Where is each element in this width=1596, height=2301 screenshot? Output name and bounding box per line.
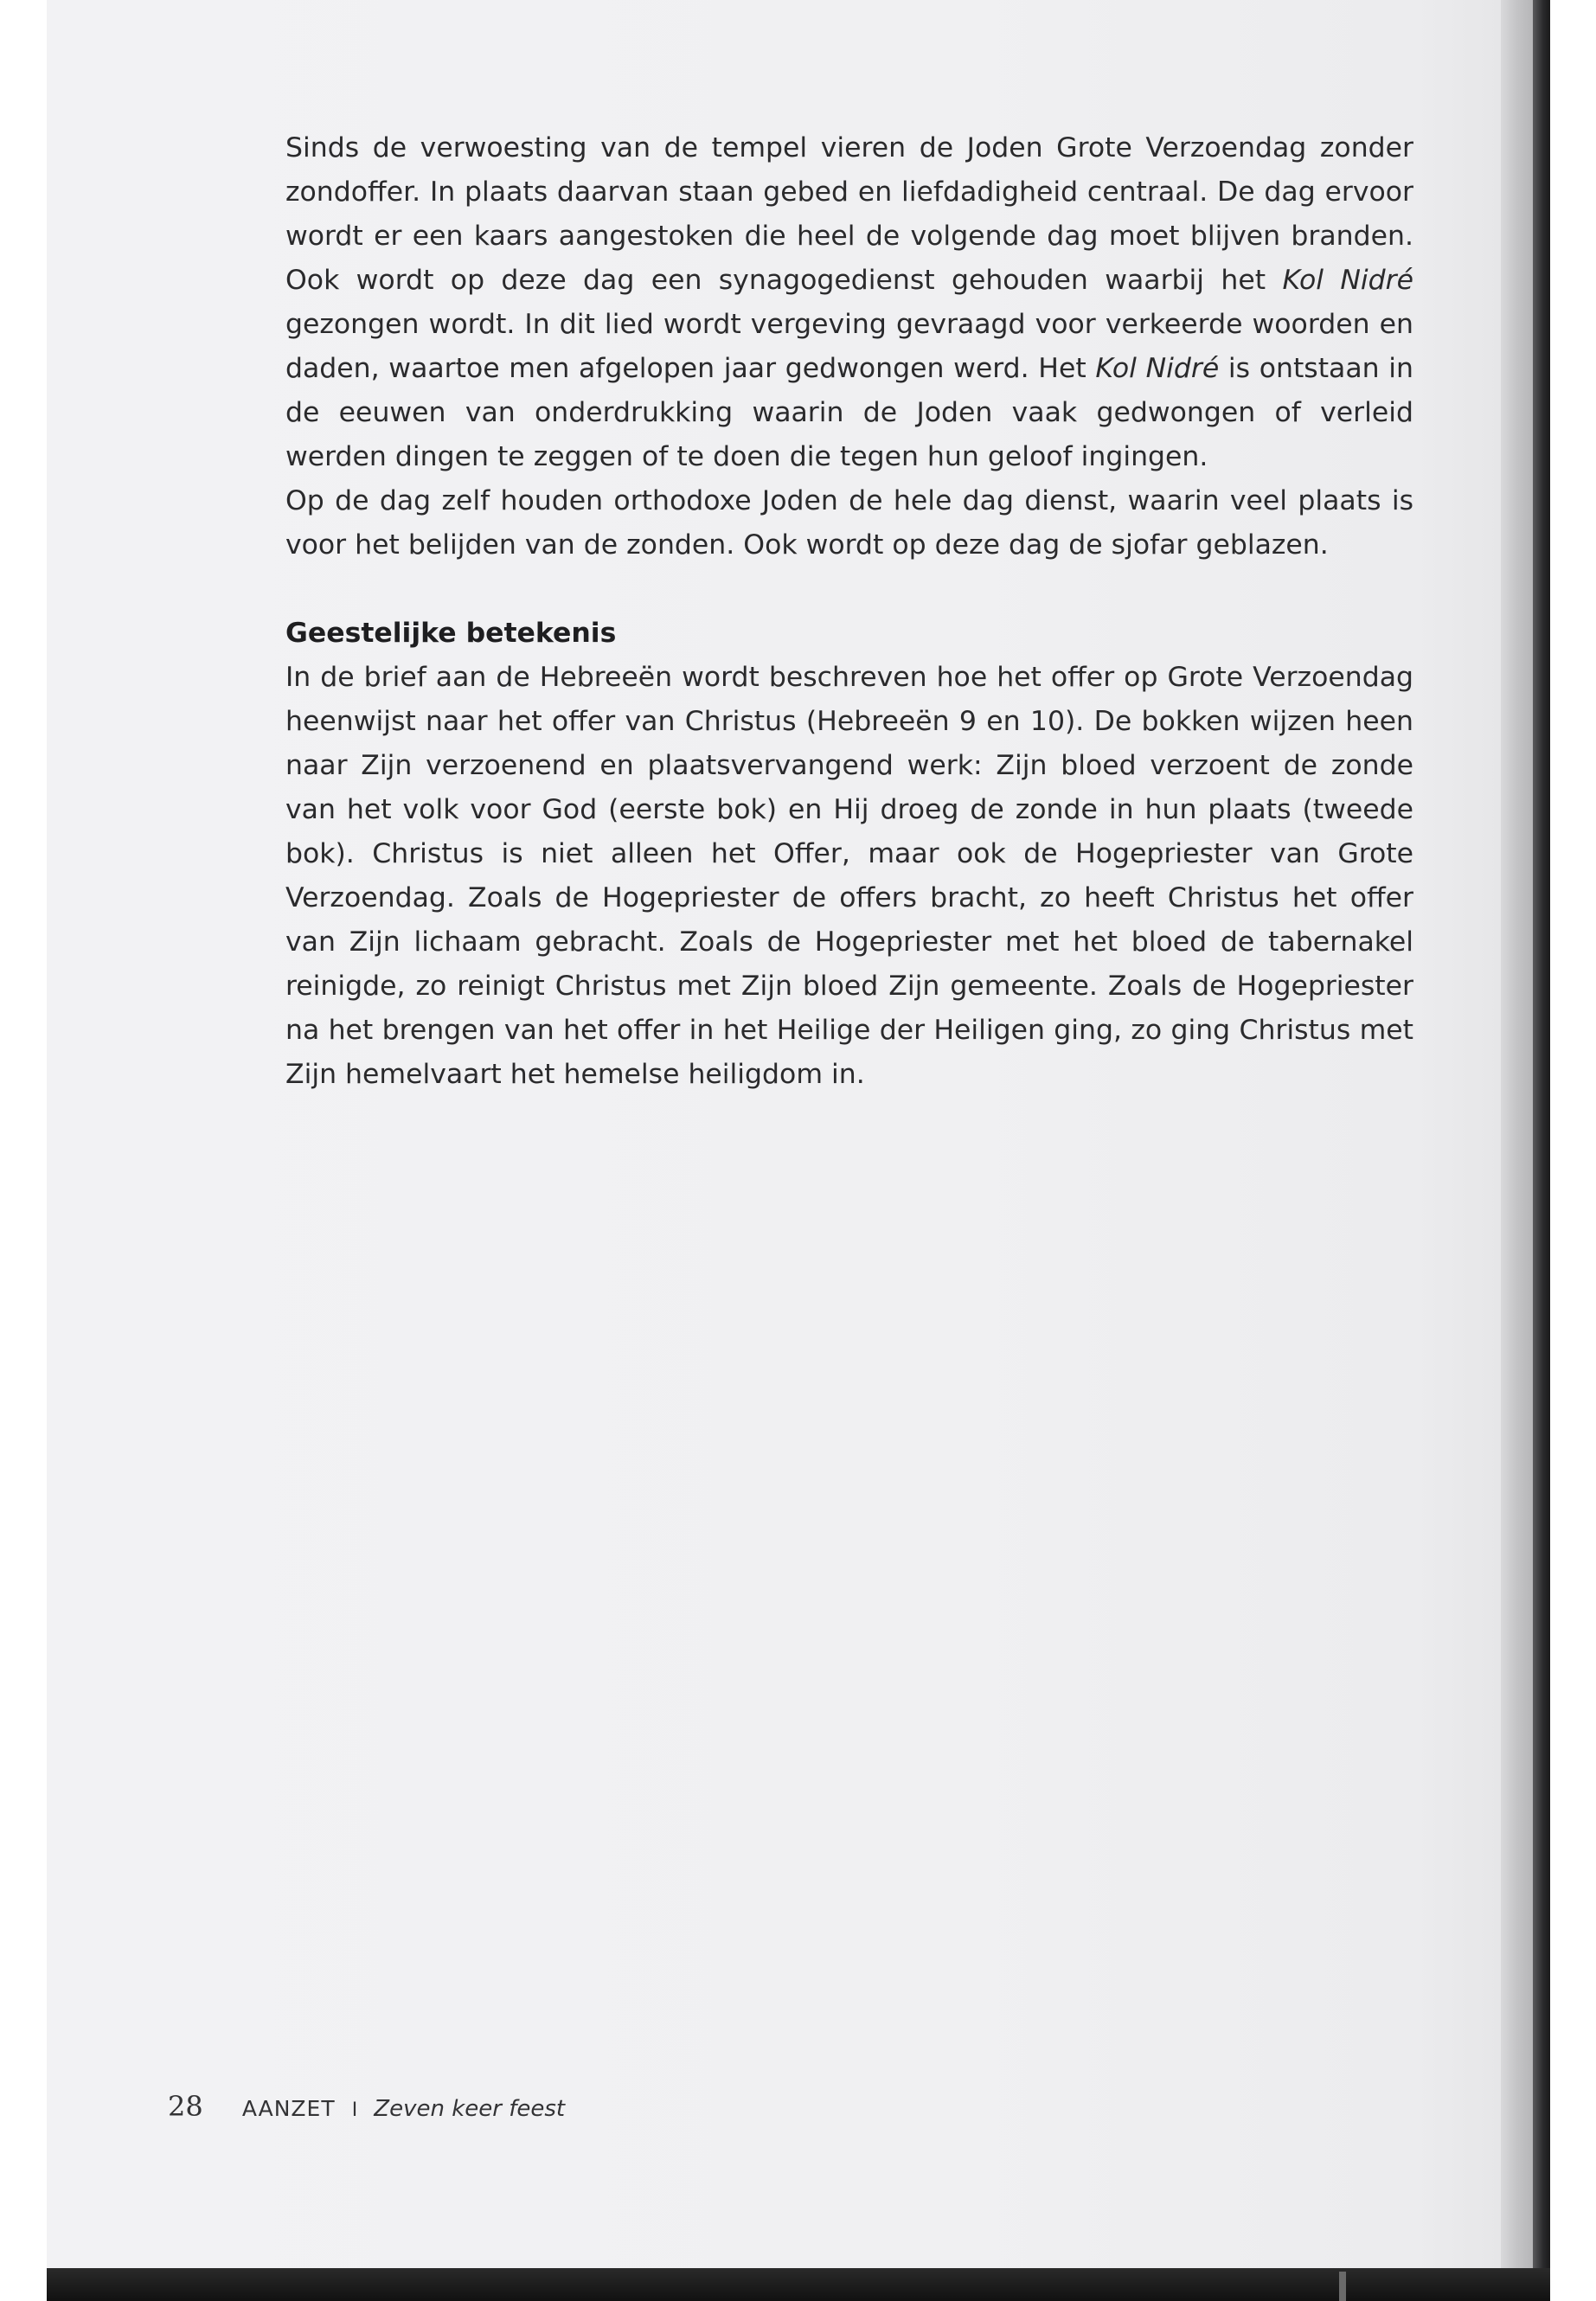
book-title: Zeven keer feest	[374, 2096, 566, 2122]
series-name: AANZET	[241, 2096, 336, 2121]
paragraph-text: Sinds de verwoesting van de tempel vieren de Joden Grote Verzoendag zonder zondoffer. In plaats daarvan staan gebed en liefdadigheid centraal. De dag ervoor wordt er een kaars aangestoken die heel de volgende dag moet blijven branden. Ook wordt op deze dag een synagogedienst gehouden waarbij het	[285, 132, 1413, 296]
book-binding	[1533, 0, 1550, 2301]
page-footer	[168, 2090, 565, 2125]
footer-separator: I	[351, 2099, 358, 2121]
bottom-scan-mark	[1339, 2272, 1346, 2301]
page-body	[285, 126, 1413, 1097]
page-edge-shadow	[1501, 0, 1533, 2268]
paragraph-text: gezongen wordt. In dit lied wordt vergeving gevraagd voor verkeerde woorden en daden, waartoe men afgelopen jaar gedwongen werd. Het	[285, 309, 1413, 384]
paragraph-text: is ontstaan in de eeuwen van onderdrukking waarin de Joden vaak gedwongen of verleid werden dingen te zeggen of te doen die tegen hun geloof ingingen.	[285, 353, 1414, 472]
section-heading: Geestelijke betekenis	[285, 618, 617, 649]
paragraph-yom-kippur-customs	[285, 126, 1413, 479]
bottom-scan-border	[47, 2268, 1550, 2301]
paragraph-spiritual-meaning: In de brief aan de Hebreeën wordt beschreven hoe het offer op Grote Verzoendag heenwijst naar het offer van Christus (Hebreeën 9 en 10). De bokken wijzen heen naar Zijn verzoenend en plaatsvervangend werk: Zijn bloed verzoent de zonde van het volk voor God (eerste bok) en Hij droeg de zonde in hun plaats (tweede bok). Christus is niet alleen het Offer, maar ook de Hogepriester van Grote Verzoendag. Zoals de Hogepriester de offers bracht, zo heeft Christus het offer van Zijn lichaam gebracht. Zoals de Hogepriester met het bloed de tabernakel reinigde, zo reinigt Christus met Zijn bloed Zijn gemeente. Zoals de Hogepriester na het brengen van het offer in het Heilige der Heiligen ging, zo ging Christus met Zijn hemelvaart het hemelse heiligdom in.	[285, 662, 1413, 1090]
paragraph-day-of-service: Op de dag zelf houden orthodoxe Joden de hele dag dienst, waarin veel plaats is voor het belijden van de zonden. Ook wordt op deze dag de sjofar geblazen.	[285, 485, 1413, 561]
italic-term: Kol Nidré	[1095, 353, 1220, 384]
italic-term: Kol Nidré	[1282, 265, 1413, 296]
page-number: 28	[168, 2090, 203, 2123]
